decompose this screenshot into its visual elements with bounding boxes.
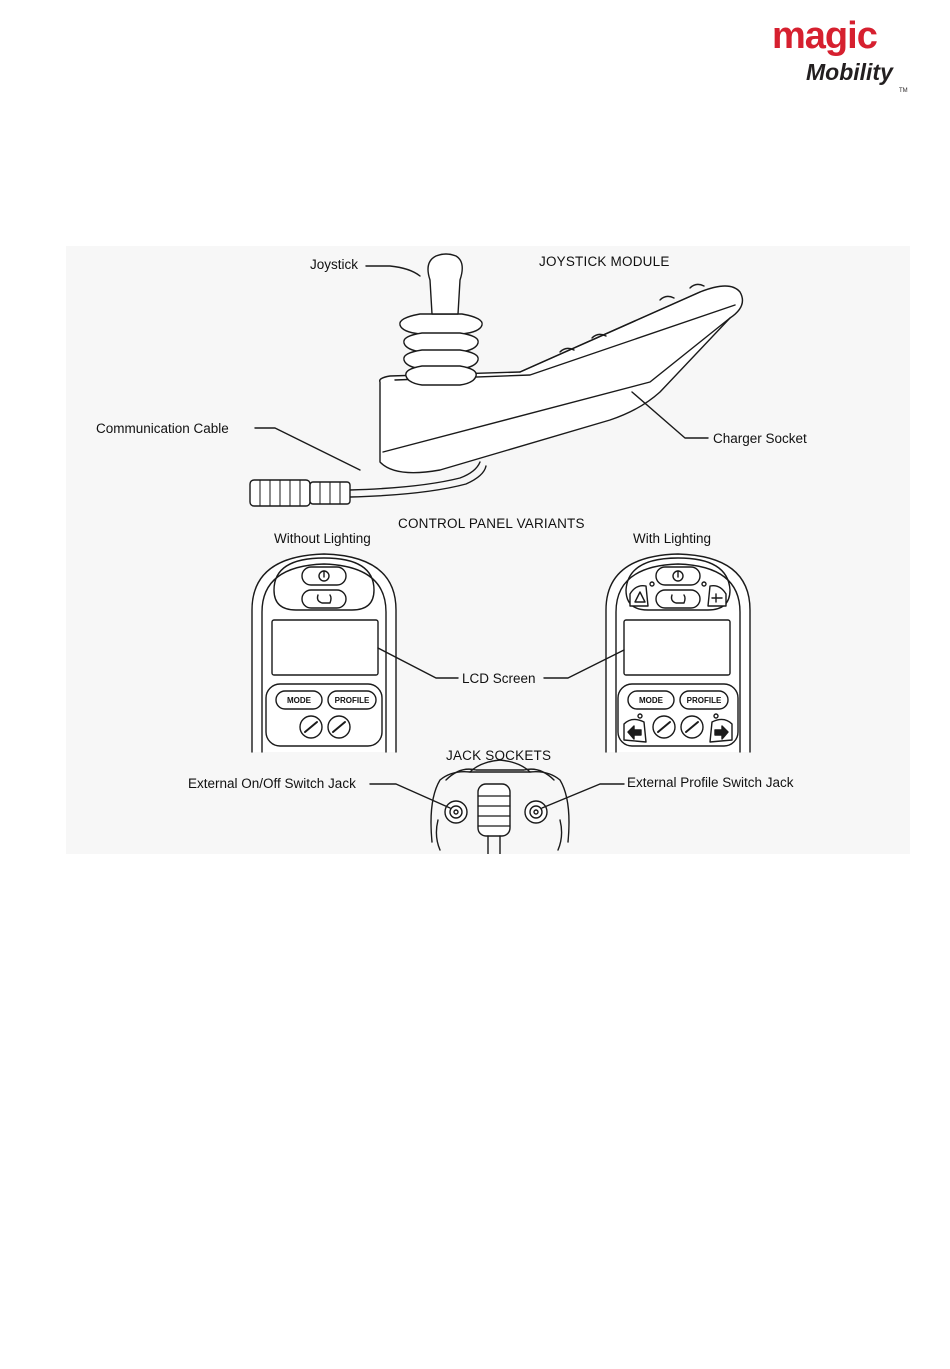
external-profile-label: External Profile Switch Jack bbox=[627, 775, 794, 790]
logo-sub: Mobility bbox=[806, 59, 893, 85]
control-panel-without-lighting bbox=[252, 554, 396, 752]
control-panel-variants-heading: CONTROL PANEL VARIANTS bbox=[398, 516, 585, 531]
profile-button-label-left: PROFILE bbox=[334, 696, 370, 705]
jack-sockets-illustration bbox=[431, 760, 569, 854]
communication-cable-label: Communication Cable bbox=[96, 421, 229, 436]
external-onoff-label: External On/Off Switch Jack bbox=[188, 776, 356, 791]
with-lighting-label: With Lighting bbox=[633, 531, 712, 546]
profile-button-label-right: PROFILE bbox=[686, 696, 722, 705]
external-profile-leader bbox=[542, 784, 624, 808]
mode-button-label-right: MODE bbox=[639, 696, 663, 705]
logo-tm: TM bbox=[899, 88, 908, 94]
mode-button-label-left: MODE bbox=[287, 696, 311, 705]
external-onoff-leader bbox=[370, 784, 450, 808]
without-lighting-label: Without Lighting bbox=[274, 531, 371, 546]
joystick-controller-diagram bbox=[66, 246, 910, 854]
magic-mobility-logo bbox=[0, 0, 950, 110]
jack-sockets-heading: JACK SOCKETS bbox=[446, 748, 552, 763]
control-panel-with-lighting bbox=[606, 554, 750, 752]
logo-word: magic bbox=[772, 15, 877, 57]
joystick-module-heading: JOYSTICK MODULE bbox=[539, 254, 670, 269]
communication-cable-leader bbox=[255, 428, 360, 470]
joystick-label: Joystick bbox=[310, 257, 359, 272]
joystick-leader bbox=[366, 266, 420, 276]
joystick-module-illustration bbox=[250, 254, 742, 506]
charger-socket-label: Charger Socket bbox=[713, 431, 807, 446]
lcd-screen-label: LCD Screen bbox=[462, 671, 536, 686]
